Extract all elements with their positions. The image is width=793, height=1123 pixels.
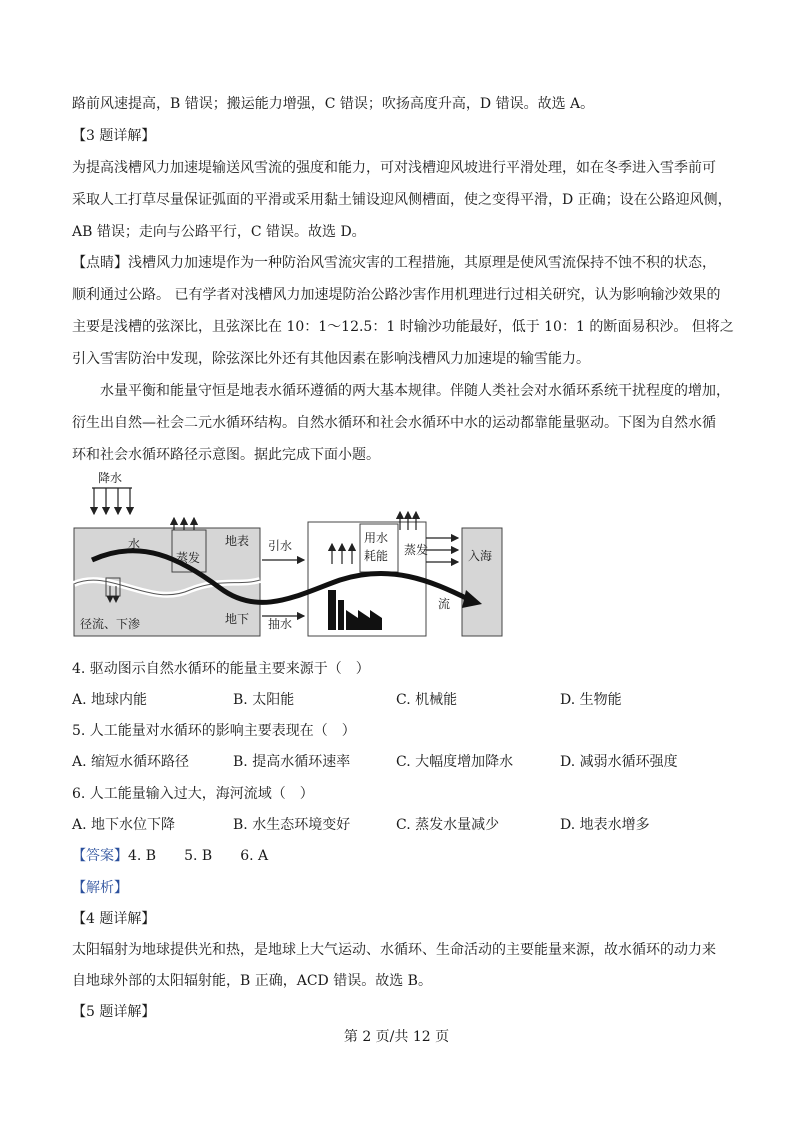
water-label: 水 <box>128 537 141 551</box>
question-5-stem: 5. 人工能量对水循环的影响主要表现在（ ） <box>72 723 356 739</box>
q3-text-line: AB 错误；走向与公路平行，C 错误。故选 D。 <box>72 224 366 240</box>
q6-option-a: A. 地下水位下降 <box>72 817 176 833</box>
water-cycle-diagram <box>70 468 510 646</box>
q6-option-d: D. 地表水增多 <box>560 817 650 833</box>
q4-heading: 【4 题详解】 <box>72 911 156 927</box>
explanation-line: 路前风速提高，B 错误；搬运能力增强，C 错误；吹扬高度升高，D 错误。故选 A。 <box>72 96 595 112</box>
water-use-label: 用水 <box>364 531 389 545</box>
q4-option-b: B. 太阳能 <box>233 692 295 708</box>
q3-text-line: 为提高浅槽风力加速堤输送风雪流的强度和能力，可对浅槽迎风坡进行平滑处理，如在冬季进入雪季前可 <box>72 160 716 176</box>
evap-arrows-right-icon <box>426 538 458 562</box>
q4-option-c: C. 机械能 <box>396 692 458 708</box>
divert-label: 引水 <box>268 539 293 553</box>
page-footer: 第 2 页/共 12 页 <box>343 1029 450 1045</box>
underground-label: 地下 <box>225 612 250 626</box>
passage-line: 水量平衡和能量守恒是地表水循环遵循的两大基本规律。伴随人类社会对水循环系统干扰程度的增加， <box>100 383 730 399</box>
precip-label: 降水 <box>98 471 123 485</box>
evaporation-label-2: 蒸发 <box>404 543 429 557</box>
q5-heading: 【5 题详解】 <box>72 1004 156 1020</box>
answer-text: 4. B 5. B 6. A <box>128 848 269 864</box>
comment-line: 引入雪害防治中发现，除弦深比外还有其他因素在影响浅槽风力加速堤的输雪能力。 <box>72 351 590 367</box>
q5-option-b: B. 提高水循环速率 <box>233 754 351 770</box>
sea-label: 入海 <box>468 549 493 563</box>
flow-label: 流 <box>438 597 451 611</box>
energy-use-label: 耗能 <box>364 549 389 563</box>
comment-line: 主要是浅槽的弦深比，且弦深比在 10：1～12.5：1 时输沙功能最好，低于 10：1 的断面易积沙。 但将之 <box>72 319 734 335</box>
q4-option-d: D. 生物能 <box>560 692 622 708</box>
comment-line: 【点睛】浅槽风力加速堤作为一种防治风雪流灾害的工程措施，其原理是使风雪流保持不蚀不积的状态， <box>72 255 716 271</box>
q3-heading: 【3 题详解】 <box>72 128 156 144</box>
analysis-label: 【解析】 <box>72 880 128 896</box>
answer-label: 【答案】 <box>72 848 128 864</box>
q4-text-line: 太阳辐射为地球提供光和热，是地球上大气运动、水循环、生命活动的主要能量来源，故水循环的动力来 <box>72 942 716 958</box>
q6-option-c: C. 蒸发水量减少 <box>396 817 500 833</box>
passage-line: 衍生出自然—社会二元水循环结构。自然水循环和社会水循环中水的运动都靠能量驱动。下图为自然水循 <box>72 415 716 431</box>
runoff-label: 径流、下渗 <box>80 617 141 631</box>
q5-option-a: A. 缩短水循环路径 <box>72 754 190 770</box>
q5-option-c: C. 大幅度增加降水 <box>396 754 514 770</box>
comment-line: 顺利通过公路。 已有学者对浅槽风力加速堤防治公路沙害作用机理进行过相关研究，认为影响输沙效果的 <box>72 287 721 303</box>
answer-row <box>72 846 268 866</box>
q4-option-a: A. 地球内能 <box>72 692 148 708</box>
surface-label: 地表 <box>225 534 250 548</box>
question-4-stem: 4. 驱动图示自然水循环的能量主要来源于（ ） <box>72 661 370 677</box>
q3-text-line: 采取人工打草尽量保证弧面的平滑或采用黏土铺设迎风侧槽面，使之变得平滑，D 正确；设在公路迎风侧， <box>72 192 732 208</box>
sea-box <box>462 528 502 636</box>
q5-option-d: D. 减弱水循环强度 <box>560 754 678 770</box>
question-6-stem: 6. 人工能量输入过大，海河流域（ ） <box>72 786 314 802</box>
passage-line: 环和社会水循环路径示意图。据此完成下面小题。 <box>72 447 380 463</box>
q6-option-b: B. 水生态环境变好 <box>233 817 351 833</box>
pump-label: 抽水 <box>268 617 293 631</box>
evaporation-label: 蒸发 <box>176 551 201 565</box>
q4-text-line: 自地球外部的太阳辐射能，B 正确，ACD 错误。故选 B。 <box>72 973 432 989</box>
precipitation-arrows-icon <box>92 488 132 514</box>
